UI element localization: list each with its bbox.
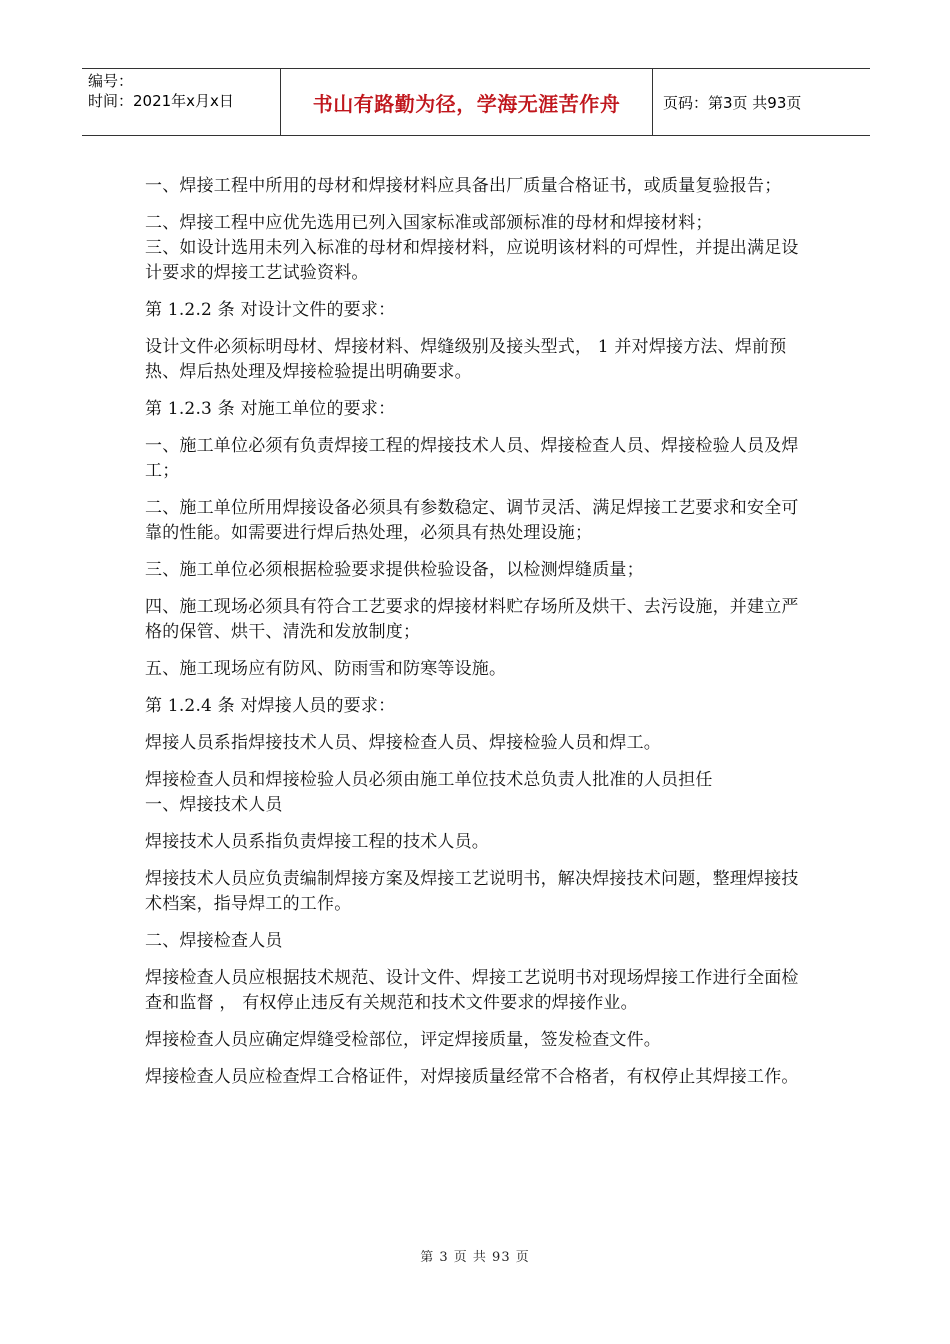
page-footer: 第 3 页 共 93 页 [420, 1250, 530, 1265]
header-meta [82, 69, 280, 135]
paragraph: 三、施工单位必须根据检验要求提供检验设备，以检测焊缝质量； [145, 560, 644, 580]
document-time-label: 时间：2021年x月x日 [88, 92, 234, 110]
paragraph: 焊接人员系指焊接技术人员、焊接检查人员、焊接检验人员和焊工。 [145, 733, 661, 753]
subsection-heading: 一、焊接技术人员 [145, 795, 283, 815]
paragraph: 一、焊接工程中所用的母材和焊接材料应具备出厂质量合格证书，或质量复验报告； [145, 176, 782, 196]
paragraph: 焊接检查人员应根据技术规范、设计文件、焊接工艺说明书对现场焊接工作进行全面检查和监督 ， 有权停止违反有关规范和技术文件要求的焊接作业。 [145, 968, 799, 1013]
paragraph: 焊接技术人员应负责编制焊接方案及焊接工艺说明书，解决焊接技术问题，整理焊接技术档案，指导焊工的工作。 [145, 869, 799, 914]
paragraph: 一、施工单位必须有负责焊接工程的焊接技术人员、焊接检查人员、焊接检验人员及焊工； [145, 436, 799, 481]
paragraph: 焊接检查人员和焊接检验人员必须由施工单位技术总负责人批准的人员担任 [145, 770, 713, 790]
paragraph: 二、施工单位所用焊接设备必须具有参数稳定、调节灵活、满足焊接工艺要求和安全可靠的性能。如需要进行焊后热处理，必须具有热处理设施； [145, 498, 799, 543]
paragraph: 二、焊接工程中应优先选用已列入国家标准或部颁标准的母材和焊接材料； [145, 213, 713, 233]
section-heading: 第 1.2.4 条 对焊接人员的要求： [145, 696, 396, 716]
paragraph: 焊接检查人员应检查焊工合格证件，对焊接质量经常不合格者，有权停止其焊接工作。 [145, 1067, 799, 1087]
document-body [145, 174, 805, 1102]
paragraph: 焊接技术人员系指负责焊接工程的技术人员。 [145, 832, 489, 852]
header-page-info: 页码：第3页 共93页 [663, 93, 802, 112]
paragraph: 四、施工现场必须具有符合工艺要求的焊接材料贮存场所及烘干、去污设施，并建立严格的保管、烘干、清洗和发放制度； [145, 597, 799, 642]
paragraph: 三、如设计选用未列入标准的母材和焊接材料，应说明该材料的可焊性，并提出满足设计要求的焊接工艺试验资料。 [145, 238, 799, 283]
header-motto: 书山有路勤为径，学海无涯苦作舟 [280, 69, 653, 135]
paragraph: 五、施工现场应有防风、防雨雪和防寒等设施。 [145, 659, 507, 679]
paragraph: 焊接检查人员应确定焊缝受检部位，评定焊接质量，签发检查文件。 [145, 1030, 661, 1050]
section-heading: 第 1.2.2 条 对设计文件的要求： [145, 300, 396, 320]
document-header [82, 68, 870, 136]
subsection-heading: 二、焊接检查人员 [145, 931, 283, 951]
paragraph: 设计文件必须标明母材、焊接材料、焊缝级别及接头型式， 1 并对焊接方法、焊前预热、焊后热处理及焊接检验提出明确要求。 [145, 337, 787, 382]
document-number-label: 编号： [88, 72, 134, 90]
section-heading: 第 1.2.3 条 对施工单位的要求： [145, 399, 396, 419]
